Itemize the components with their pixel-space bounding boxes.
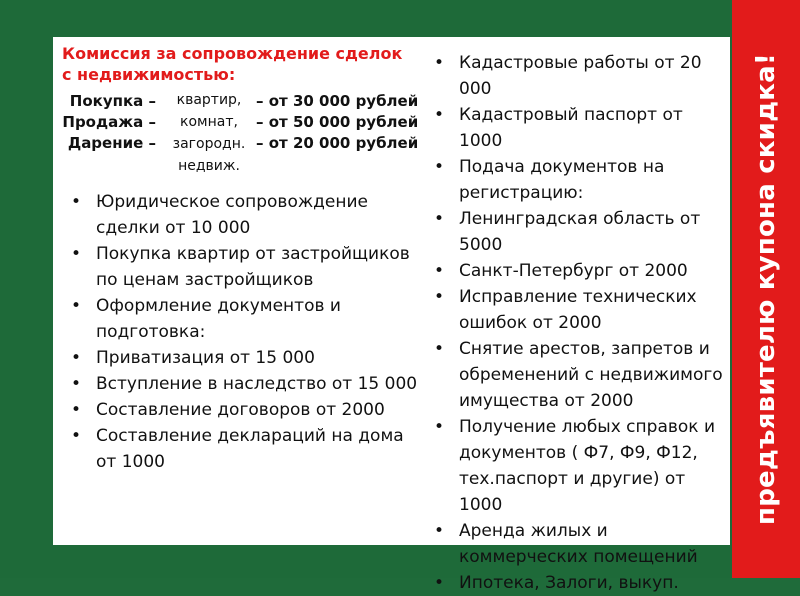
list-item: • Составление договоров от 2000 <box>62 397 422 423</box>
deal-label-gift: Дарение – <box>67 134 156 152</box>
list-item: • Юридическое сопровождение сделки от 10 000 <box>62 189 422 241</box>
bullet-icon: • <box>434 105 445 125</box>
right-services-list <box>425 50 730 596</box>
left-column <box>62 43 422 475</box>
right-column <box>425 50 730 596</box>
list-item: • Оформление документов и подготовка: <box>62 293 422 345</box>
bullet-icon: • <box>434 53 445 73</box>
list-item: • Снятие арестов, запретов и обременений с недвижимого имущества от 2000 <box>425 336 730 414</box>
bullet-icon: • <box>434 417 445 437</box>
list-item: • Кадастровый паспорт от 1000 <box>425 102 730 154</box>
list-item: • Получение любых справок и документов ( Ф7, Ф9, Ф12, тех.паспорт и другие) от 1000 <box>425 414 730 518</box>
bullet-icon: • <box>434 157 445 177</box>
list-item: • Подача документов на регистрацию: <box>425 154 730 206</box>
list-item: • Кадастровые работы от 20 000 <box>425 50 730 102</box>
property-type: загородн. <box>172 136 246 152</box>
commission-amounts <box>256 91 418 154</box>
deal-type-labels <box>62 91 156 154</box>
property-type: недвиж. <box>178 158 240 174</box>
commission-title <box>62 43 422 85</box>
deal-label-purchase: Покупка – <box>69 92 156 110</box>
list-item: • Составление деклараций на дома от 1000 <box>62 423 422 475</box>
bullet-icon: • <box>71 400 82 420</box>
list-item: • Приватизация от 15 000 <box>62 345 422 371</box>
bullet-icon: • <box>71 426 82 446</box>
bullet-icon: • <box>71 244 82 264</box>
bullet-icon: • <box>434 287 445 307</box>
bullet-icon: • <box>71 296 82 316</box>
property-type: квартир, <box>176 92 242 108</box>
property-type: комнат, <box>180 114 238 130</box>
commission-rates <box>62 91 422 181</box>
bullet-icon: • <box>434 339 445 359</box>
list-item: • Вступление в наследство от 15 000 <box>62 371 422 397</box>
list-item: • Исправление технических ошибок от 2000 <box>425 284 730 336</box>
amount-purchase: – от 30 000 рублей <box>256 92 419 110</box>
amount-gift: – от 20 000 рублей <box>256 134 419 152</box>
commission-title-line1: Комиссия за сопровождение сделок <box>62 44 403 63</box>
bullet-icon: • <box>434 209 445 229</box>
commission-title-line2: с недвижимостью: <box>62 65 236 84</box>
amount-sale: – от 50 000 рублей <box>256 113 419 131</box>
bullet-icon: • <box>71 374 82 394</box>
bullet-icon: • <box>71 192 82 212</box>
list-item: • Аренда жилых и коммерческих помещений <box>425 518 730 570</box>
list-item: • Ипотека, Залоги, выкуп. <box>425 570 730 596</box>
bullet-icon: • <box>434 261 445 281</box>
left-services-list <box>62 189 422 475</box>
bullet-icon: • <box>434 521 445 541</box>
list-item: • Ленинградская область от 5000 <box>425 206 730 258</box>
deal-label-sale: Продажа – <box>62 113 156 131</box>
list-item: • Покупка квартир от застройщиков по ценам застройщиков <box>62 241 422 293</box>
property-types <box>165 89 253 177</box>
list-item: • Санкт-Петербург от 2000 <box>425 258 730 284</box>
bullet-icon: • <box>71 348 82 368</box>
coupon-text: предъявителю купона скидка! <box>751 53 781 525</box>
bullet-icon: • <box>434 573 445 593</box>
